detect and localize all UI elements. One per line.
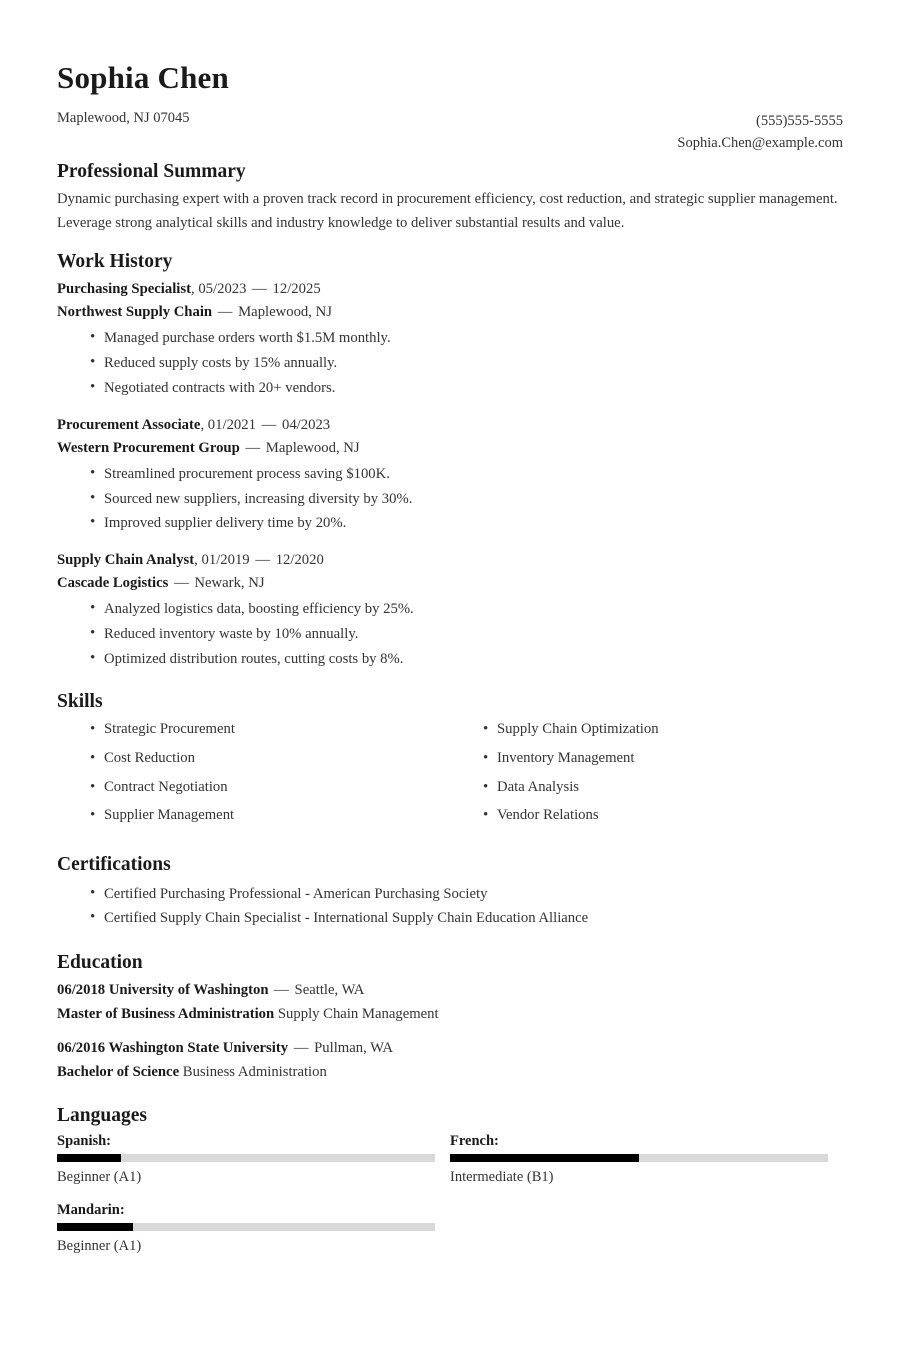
language-level: Intermediate (B1): [450, 1168, 554, 1185]
contact-row: [57, 110, 843, 156]
skill-item: • Inventory Management: [450, 747, 843, 771]
job-bullet: • Streamlined procurement process saving $100K.: [57, 462, 843, 487]
education-degree: Bachelor of Science: [57, 1063, 180, 1080]
job-title-line: [57, 414, 843, 437]
education-field: Business Administration: [182, 1063, 327, 1080]
section-professional-summary: [57, 160, 843, 236]
job-bullet-list: [57, 462, 843, 536]
job-bullet: • Negotiated contracts with 20+ vendors.: [57, 376, 843, 401]
language-name: Mandarin:: [57, 1201, 125, 1218]
skill-item: • Cost Reduction: [57, 747, 450, 771]
education-entry: [57, 1037, 843, 1084]
language-level: Beginner (A1): [57, 1168, 142, 1185]
job-location: Maplewood, NJ: [238, 304, 332, 321]
certifications-list: [57, 882, 843, 931]
language-level: Beginner (A1): [57, 1237, 142, 1254]
job-company-line: [57, 572, 843, 595]
job-start-date: 01/2021: [207, 416, 256, 433]
job-end-date: 12/2020: [275, 552, 324, 569]
job-bullet: • Sourced new suppliers, increasing diversity by 30%.: [57, 487, 843, 512]
job-date-dash: —: [261, 416, 277, 433]
section-title-education: Education: [57, 951, 143, 973]
education-school-line: [57, 979, 843, 1003]
job-title: Purchasing Specialist: [57, 281, 191, 298]
skill-item: • Data Analysis: [450, 776, 843, 800]
job-bullet-list: [57, 597, 843, 671]
job-title: Supply Chain Analyst: [57, 552, 195, 569]
education-entry: [57, 979, 843, 1026]
skill-item: • Supply Chain Optimization: [450, 718, 843, 742]
job-bullet: • Reduced inventory waste by 10% annually.: [57, 622, 843, 647]
languages-grid: [57, 1133, 843, 1271]
job-company-dash: —: [245, 439, 261, 456]
skills-list-right: [450, 718, 843, 828]
job-company: Cascade Logistics: [57, 575, 169, 592]
education-dash: —: [274, 982, 289, 999]
section-skills: [57, 690, 843, 834]
job-title-separator: ,: [200, 416, 205, 433]
job-title-line: [57, 549, 843, 572]
job-title-line: [57, 278, 843, 301]
skills-column-right: [450, 718, 843, 833]
contact-phone: (555)555-5555: [756, 112, 843, 129]
contact-email: Sophia.Chen@example.com: [677, 135, 843, 152]
job-company: Northwest Supply Chain: [57, 304, 213, 321]
language-proficiency-fill: [57, 1154, 121, 1162]
job-bullet: • Managed purchase orders worth $1.5M monthly.: [57, 326, 843, 351]
contact-details: [677, 110, 843, 155]
job-end-date: 04/2023: [281, 416, 331, 433]
job-entry: [57, 414, 843, 537]
language-item: [57, 1202, 450, 1255]
certification-item: • Certified Purchasing Professional - American Purchasing Society: [57, 882, 843, 907]
education-school-line: [57, 1037, 843, 1061]
job-bullet: • Improved supplier delivery time by 20%.: [57, 511, 843, 536]
education-degree-line: [57, 1003, 843, 1027]
skills-columns: [57, 718, 843, 833]
language-name: French:: [450, 1132, 499, 1149]
job-company-line: [57, 301, 843, 324]
candidate-name: Sophia Chen: [57, 60, 229, 95]
section-education: [57, 951, 843, 1084]
language-proficiency-bar: [57, 1154, 435, 1162]
language-proficiency-bar: [57, 1223, 435, 1231]
education-date-school: 06/2018 University of Washington: [57, 982, 269, 999]
section-title-certifications: Certifications: [57, 854, 171, 876]
skills-column-left: [57, 718, 450, 833]
job-bullet: • Reduced supply costs by 15% annually.: [57, 351, 843, 376]
section-title-work-history: Work History: [57, 250, 173, 272]
job-start-date: 05/2023: [198, 281, 247, 298]
job-date-dash: —: [255, 552, 271, 569]
certification-item: • Certified Supply Chain Specialist - International Supply Chain Education Alliance: [57, 906, 843, 931]
education-dash: —: [293, 1040, 309, 1057]
job-entry: [57, 549, 843, 672]
skill-item: • Vendor Relations: [450, 804, 843, 828]
job-location: Newark, NJ: [194, 575, 265, 592]
language-name: Spanish:: [57, 1132, 112, 1149]
education-degree-line: [57, 1061, 843, 1085]
language-proficiency-fill: [450, 1154, 639, 1162]
job-entry: [57, 278, 843, 401]
job-bullet: • Analyzed logistics data, boosting efficiency by 25%.: [57, 597, 843, 622]
job-company-dash: —: [217, 304, 233, 321]
education-date-school: 06/2016 Washington State University: [57, 1040, 289, 1057]
summary-text: Dynamic purchasing expert with a proven track record in procurement efficiency, cost reduction, and strategic supplier management. Leverage strong analytical skills and industry knowledge to deliver substantial results and value.: [57, 191, 838, 231]
job-date-dash: —: [252, 281, 267, 298]
job-end-date: 12/2025: [272, 281, 321, 298]
section-work-history: [57, 250, 843, 672]
section-languages: [57, 1104, 843, 1270]
job-company: Western Procurement Group: [57, 439, 240, 456]
resume-header: [57, 60, 843, 156]
language-proficiency-bar: [450, 1154, 828, 1162]
skill-item: • Contract Negotiation: [57, 776, 450, 800]
contact-location: Maplewood, NJ 07045: [57, 109, 190, 126]
job-title-separator: ,: [194, 552, 198, 569]
skill-item: • Strategic Procurement: [57, 718, 450, 742]
language-item: [450, 1133, 843, 1186]
education-field: Supply Chain Management: [277, 1005, 439, 1022]
language-proficiency-fill: [57, 1223, 133, 1231]
job-title-separator: ,: [190, 281, 195, 298]
job-title: Procurement Associate: [57, 416, 201, 433]
job-company-line: [57, 437, 843, 460]
section-title-languages: Languages: [57, 1105, 147, 1127]
education-location: Pullman, WA: [314, 1040, 393, 1057]
section-title-summary: Professional Summary: [57, 160, 246, 182]
job-bullet: • Optimized distribution routes, cutting costs by 8%.: [57, 647, 843, 672]
section-title-skills: Skills: [57, 690, 103, 712]
job-company-dash: —: [174, 575, 189, 592]
job-start-date: 01/2019: [201, 552, 250, 569]
education-degree: Master of Business Administration: [57, 1005, 275, 1022]
skill-item: • Supplier Management: [57, 804, 450, 828]
job-bullet-list: [57, 326, 843, 400]
job-location: Maplewood, NJ: [265, 439, 360, 456]
section-certifications: [57, 853, 843, 931]
skills-list-left: [57, 718, 450, 828]
education-location: Seattle, WA: [294, 982, 365, 999]
language-item: [57, 1133, 450, 1186]
